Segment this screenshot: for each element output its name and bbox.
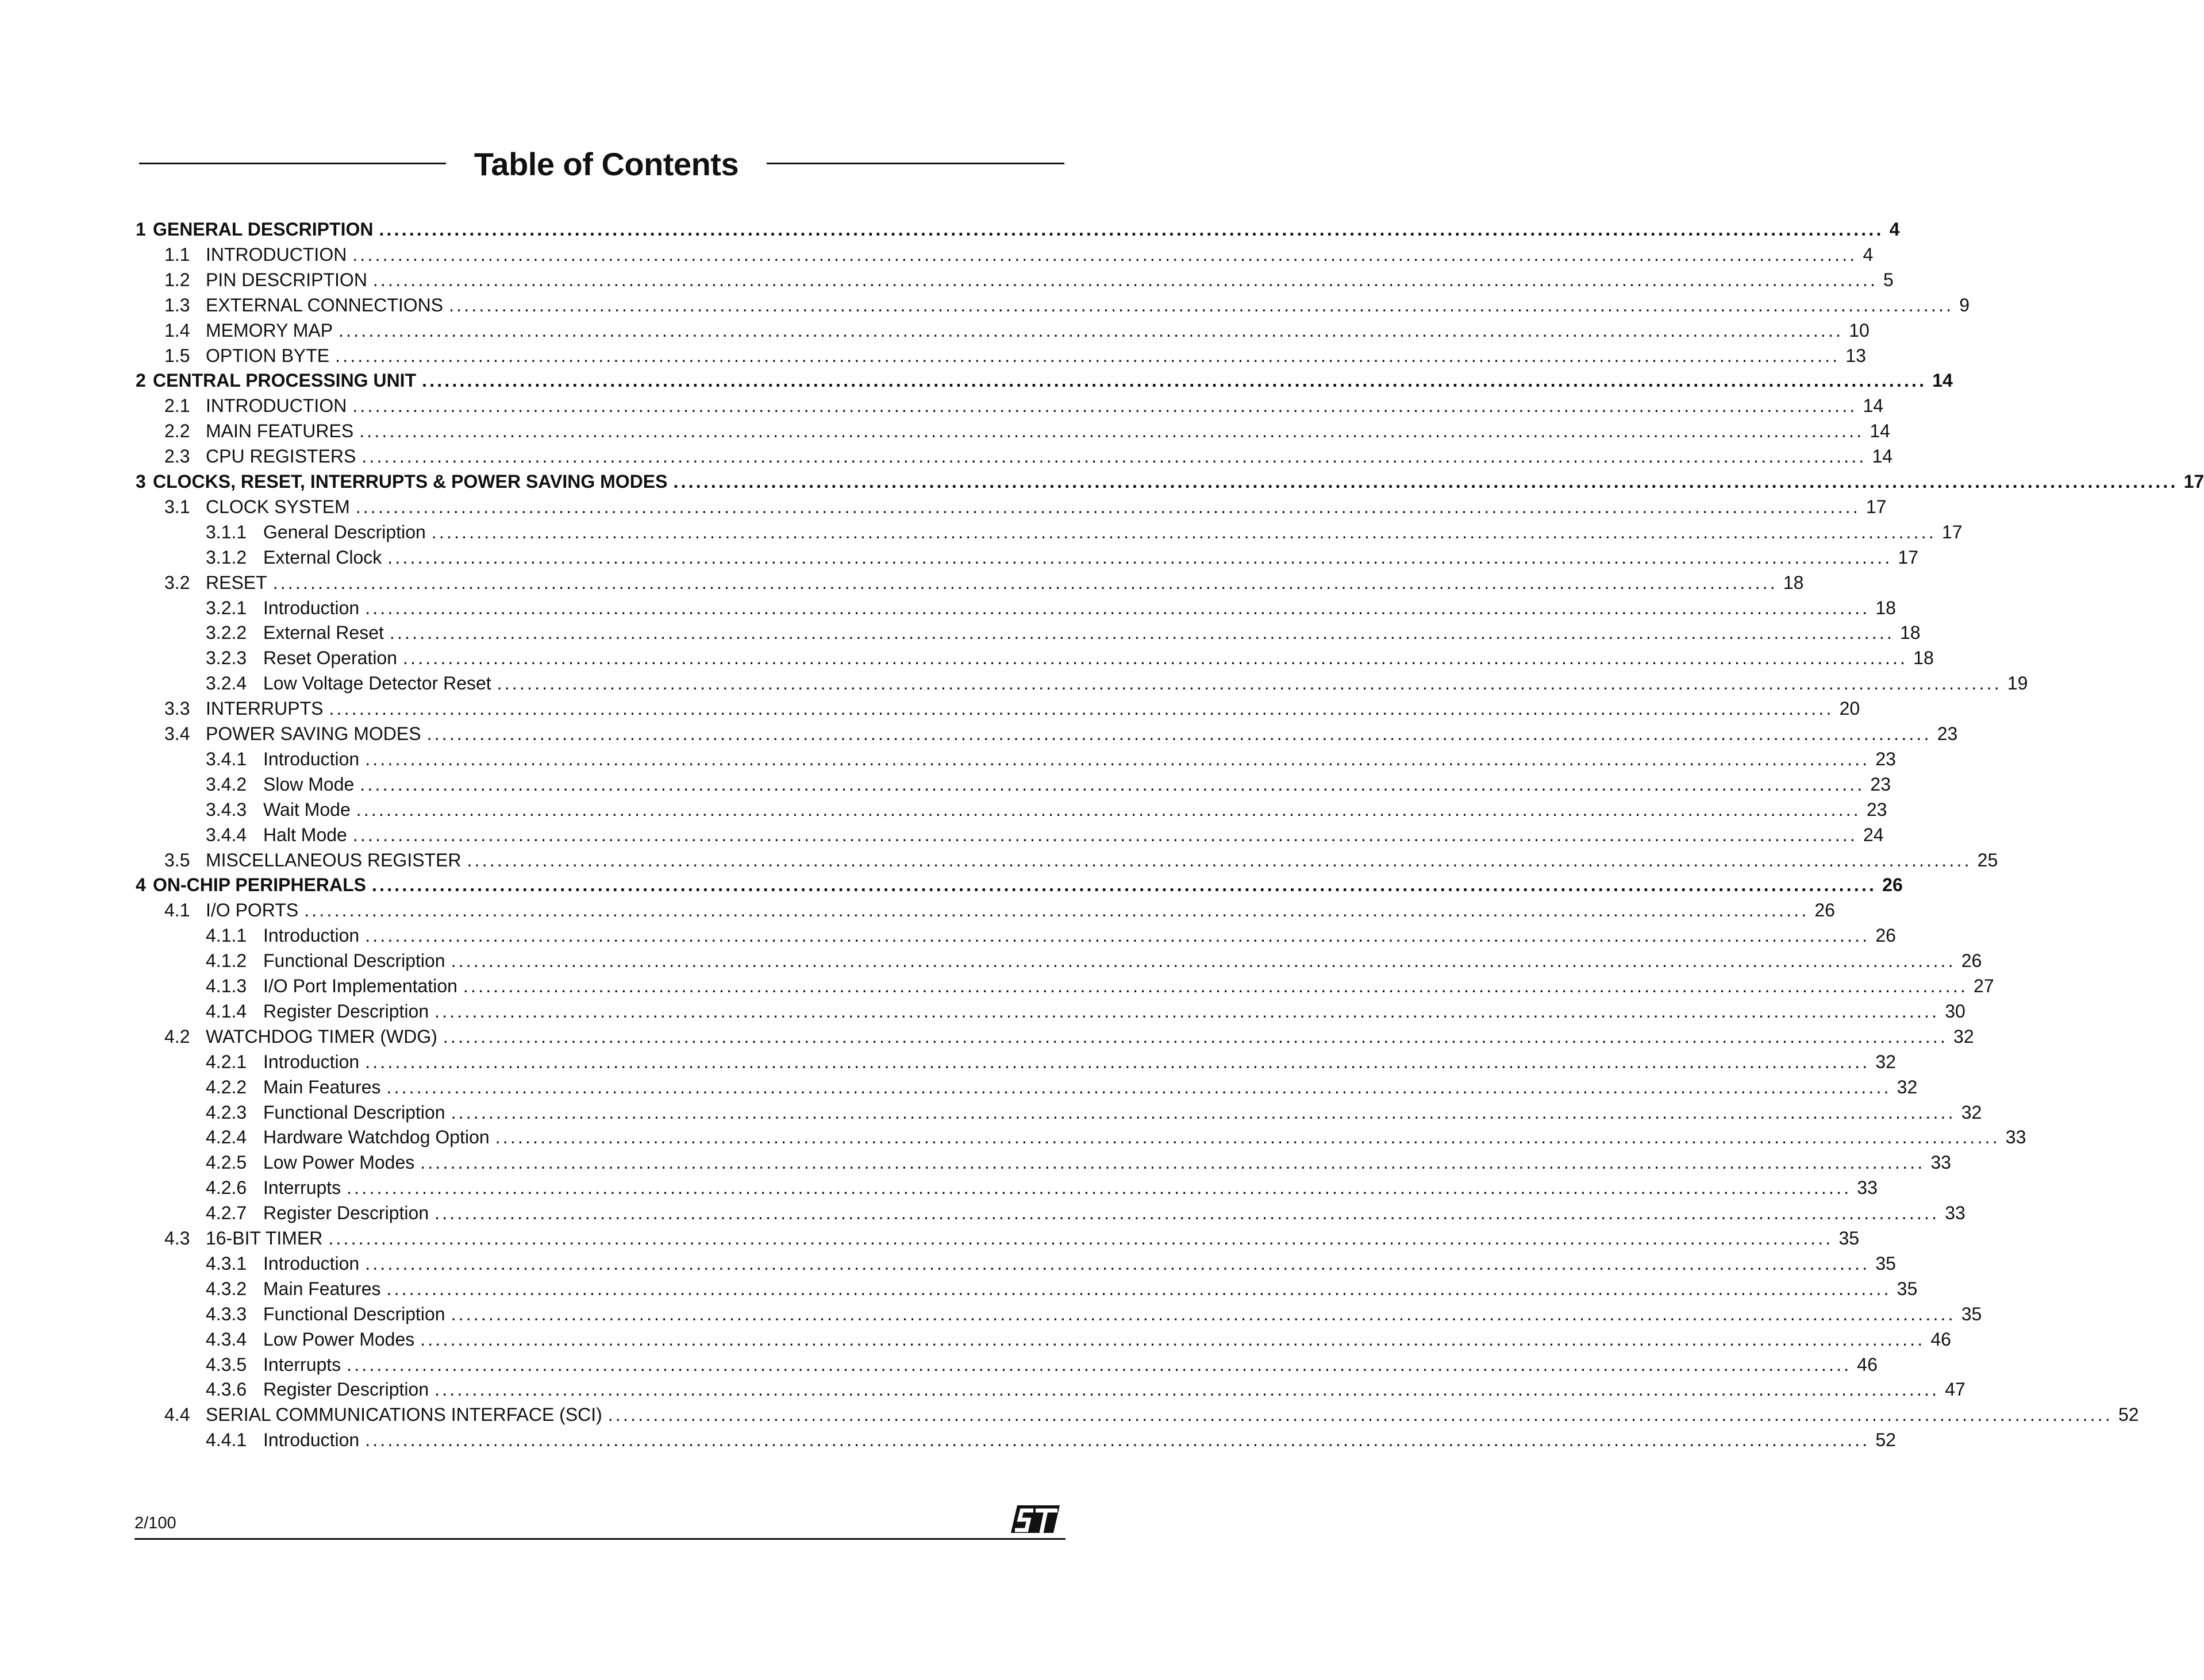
toc-entry-number: 4.2.4 — [206, 1127, 247, 1148]
toc-entry-number: 3.2.2 — [206, 622, 247, 644]
toc-dot-leader: ........................................................................................................................................................................................................ — [449, 294, 1954, 315]
toc-dot-leader: ........................................................................................................................................................................................................ — [386, 1076, 1891, 1097]
toc-entry-number: 3.2.1 — [206, 597, 247, 618]
toc-dot-leader: ........................................................................................................................................................................................................ — [379, 219, 1884, 240]
toc-entry-label: Reset Operation — [263, 648, 398, 669]
toc-entry-number: 1.4 — [164, 319, 190, 341]
st-logo-icon — [1009, 1503, 1061, 1538]
toc-dot-leader: ........................................................................................................................................................................................................ — [451, 1101, 1956, 1123]
toc-dot-leader: ........................................................................................................................................................................................................ — [495, 1127, 2000, 1148]
toc-dot-leader: ........................................................................................................................................................................................................ — [360, 773, 1865, 795]
toc-dot-leader: ........................................................................................................................................................................................................ — [365, 1429, 1870, 1451]
toc-dot-leader: ........................................................................................................................................................................................................ — [451, 950, 1956, 972]
toc-entry-number: 4.2.2 — [206, 1076, 247, 1097]
toc-dot-leader: ........................................................................................................................................................................................................ — [356, 799, 1861, 820]
toc-entry-label: INTRODUCTION — [206, 244, 347, 265]
toc-subsection-entry[interactable] — [206, 923, 1896, 948]
toc-entry-page: 26 — [1814, 900, 1835, 921]
toc-subsection-entry[interactable] — [206, 1276, 1918, 1301]
toc-subsection-entry[interactable] — [206, 1301, 1982, 1327]
toc-entry-label: External Clock — [263, 546, 382, 568]
toc-subsection-entry[interactable] — [206, 595, 1896, 621]
toc-entry-label: POWER SAVING MODES — [206, 723, 421, 744]
toc-entry-number: 1.3 — [164, 294, 190, 315]
toc-dot-leader: ........................................................................................................................................................................................................ — [365, 1051, 1870, 1072]
toc-section-entry[interactable] — [164, 343, 1866, 368]
toc-entry-label: MAIN FEATURES — [206, 421, 354, 442]
toc-entry-label: MEMORY MAP — [206, 319, 333, 341]
toc-entry-page: 30 — [1945, 1000, 1965, 1022]
toc-entry-page: 24 — [1863, 824, 1884, 845]
toc-entry-label: Functional Description — [263, 1101, 445, 1123]
toc-dot-leader: ........................................................................................................................................................................................................ — [389, 622, 1894, 644]
toc-entry-page: 18 — [1875, 597, 1896, 618]
toc-subsection-entry[interactable] — [206, 671, 2028, 696]
toc-dot-leader: ........................................................................................................................................................................................................ — [329, 698, 1834, 719]
toc-entry-number: 3.2 — [164, 572, 190, 593]
toc-entry-label: Register Description — [263, 1379, 429, 1400]
toc-dot-leader: ........................................................................................................................................................................................................ — [304, 900, 1809, 921]
toc-section-entry[interactable] — [164, 696, 1860, 721]
toc-entry-page: 33 — [1857, 1177, 1878, 1199]
toc-entry-label: INTRODUCTION — [206, 395, 347, 417]
toc-entry-page: 33 — [2005, 1127, 2026, 1148]
toc-entry-label: CLOCK SYSTEM — [206, 496, 350, 517]
toc-section-entry[interactable] — [164, 570, 1804, 595]
toc-dot-leader: ........................................................................................................................................................................................................ — [365, 1253, 1870, 1274]
toc-entry-label: EXTERNAL CONNECTIONS — [206, 294, 444, 315]
toc-section-entry[interactable] — [164, 1402, 2139, 1427]
toc-dot-leader: ........................................................................................................................................................................................................ — [426, 723, 1932, 744]
toc-subsection-entry[interactable] — [206, 1175, 1878, 1200]
toc-dot-leader: ........................................................................................................................................................................................................ — [361, 446, 1867, 467]
toc-entry-label: WATCHDOG TIMER (WDG) — [206, 1026, 437, 1047]
toc-section-entry[interactable] — [164, 847, 1998, 873]
toc-entry-page: 52 — [2118, 1404, 2139, 1425]
toc-section-entry[interactable] — [164, 1024, 1974, 1049]
toc-entry-page: 46 — [1857, 1354, 1878, 1375]
toc-subsection-entry[interactable] — [206, 545, 1919, 570]
toc-entry-label: CPU REGISTERS — [206, 446, 356, 467]
toc-entry-page: 35 — [1961, 1303, 1982, 1324]
toc-entry-page: 47 — [1945, 1379, 1965, 1400]
toc-entry-label: Interrupts — [263, 1354, 341, 1375]
title-row — [0, 144, 1187, 190]
toc-entry-label: RESET — [206, 572, 267, 593]
toc-entry-number: 4.3.6 — [206, 1379, 247, 1400]
toc-entry-label: General Description — [263, 521, 426, 542]
toc-subsection-entry[interactable] — [206, 645, 1934, 671]
toc-entry-page: 52 — [1875, 1429, 1896, 1451]
toc-entry-page: 27 — [1974, 976, 1994, 996]
toc-entry-number: 1.5 — [164, 345, 190, 366]
toc-entry-label: Wait Mode — [263, 799, 351, 820]
toc-entry-label: Slow Mode — [263, 773, 355, 795]
toc-section-entry[interactable] — [164, 721, 1958, 746]
toc-entry-page: 35 — [1875, 1253, 1896, 1274]
toc-chapter-entry[interactable] — [136, 872, 1903, 897]
toc-entry-label: Halt Mode — [263, 824, 347, 845]
toc-entry-label: 16-BIT TIMER — [206, 1228, 323, 1249]
toc-entry-page: 33 — [1945, 1203, 1965, 1224]
toc-subsection-entry[interactable] — [206, 519, 1963, 545]
toc-dot-leader: ........................................................................................................................................................................................................ — [372, 269, 1878, 290]
toc-section-entry[interactable] — [164, 1226, 1860, 1251]
toc-entry-number: 4.2.3 — [206, 1101, 247, 1123]
toc-entry-page: 13 — [1845, 345, 1866, 366]
toc-entry-number: 4.3 — [164, 1228, 190, 1249]
toc-entry-number: 3.2.3 — [206, 648, 247, 669]
toc-entry-label: INTERRUPTS — [206, 698, 324, 719]
toc-entry-page: 35 — [1838, 1228, 1860, 1249]
toc-dot-leader: ........................................................................................................................................................................................................ — [434, 1379, 1940, 1400]
toc-entry-page: 18 — [1913, 648, 1934, 669]
toc-entry-page: 4 — [1863, 244, 1874, 265]
toc-dot-leader: ........................................................................................................................................................................................................ — [463, 976, 1968, 996]
toc-subsection-entry[interactable] — [206, 1124, 2026, 1150]
toc-section-entry[interactable] — [164, 494, 1887, 519]
toc-entry-number: 4.2.6 — [206, 1177, 247, 1199]
toc-entry-label: Main Features — [263, 1278, 381, 1299]
toc-dot-leader: ........................................................................................................................................................................................................ — [431, 521, 1936, 542]
toc-entry-number: 4.1.4 — [206, 1000, 247, 1022]
toc-entry-page: 5 — [1883, 269, 1894, 290]
toc-subsection-entry[interactable] — [206, 1200, 1965, 1226]
toc-entry-label: Introduction — [263, 1253, 360, 1274]
toc-entry-page: 32 — [1953, 1026, 1974, 1047]
toc-dot-leader: ........................................................................................................................................................................................................ — [386, 1278, 1891, 1299]
toc-entry-label: Introduction — [263, 597, 360, 618]
toc-subsection-entry[interactable] — [206, 1049, 1896, 1074]
toc-entry-number: 3.4.2 — [206, 773, 247, 795]
toc-subsection-entry[interactable] — [206, 1074, 1918, 1100]
toc-subsection-entry[interactable] — [206, 1427, 1896, 1452]
toc-dot-leader: ........................................................................................................................................................................................................ — [328, 1228, 1833, 1249]
toc-entry-number: 3.3 — [164, 698, 190, 719]
toc-section-entry[interactable] — [164, 444, 1893, 469]
toc-entry-number: 4.3.1 — [206, 1253, 247, 1274]
toc-entry-page: 32 — [1961, 1101, 1982, 1123]
toc-subsection-entry[interactable] — [206, 772, 1891, 797]
toc-entry-label: SERIAL COMMUNICATIONS INTERFACE (SCI) — [206, 1404, 602, 1425]
toc-subsection-entry[interactable] — [206, 1327, 1951, 1352]
toc-entry-page: 17 — [1865, 496, 1887, 517]
toc-entry-page: 9 — [1959, 294, 1970, 315]
toc-entry-page: 20 — [1839, 698, 1860, 719]
toc-section-entry[interactable] — [164, 418, 1890, 444]
toc-dot-leader: ........................................................................................................................................................................................................ — [335, 345, 1840, 366]
toc-subsection-entry[interactable] — [206, 1100, 1982, 1125]
toc-entry-label: Register Description — [263, 1000, 429, 1022]
toc-section-entry[interactable] — [164, 242, 1874, 267]
toc-entry-page: 25 — [1977, 849, 1998, 870]
toc-dot-leader: ........................................................................................................................................................................................................ — [443, 1026, 1948, 1047]
toc-subsection-entry[interactable] — [206, 620, 1921, 645]
toc-dot-leader: ........................................................................................................................................................................................................ — [434, 1000, 1940, 1022]
toc-entry-number: 3.5 — [164, 849, 190, 870]
toc-entry-number: 4.2.1 — [206, 1051, 247, 1072]
toc-entry-page: 17 — [1898, 546, 1919, 568]
toc-section-entry[interactable] — [164, 292, 1970, 318]
toc-entry-number: 3.1.1 — [206, 521, 247, 542]
toc-entry-number: 3.4.1 — [206, 748, 247, 769]
toc-entry-number: 2.1 — [164, 395, 190, 417]
toc-entry-label: Introduction — [263, 1429, 360, 1451]
footer-rule — [134, 1538, 1066, 1540]
toc-entry-number: 1.1 — [164, 244, 190, 265]
toc-entry-number: 3.4.4 — [206, 824, 247, 845]
toc-entry-label: Introduction — [263, 1051, 360, 1072]
toc-dot-leader: ........................................................................................................................................................................................................ — [272, 572, 1778, 593]
toc-dot-leader: ........................................................................................................................................................................................................ — [403, 648, 1908, 669]
toc-subsection-entry[interactable] — [206, 1352, 1878, 1377]
toc-entry-label: Low Voltage Detector Reset — [263, 673, 491, 694]
toc-entry-label: MISCELLANEOUS REGISTER — [206, 849, 461, 870]
toc-entry-number: 4.2.7 — [206, 1203, 247, 1224]
toc-entry-label: Register Description — [263, 1203, 429, 1224]
toc-dot-leader: ........................................................................................................................................................................................................ — [365, 925, 1870, 946]
toc-dot-leader: ........................................................................................................................................................................................................ — [352, 395, 1857, 417]
toc-dot-leader: ........................................................................................................................................................................................................ — [451, 1303, 1956, 1324]
toc-entry-page: 14 — [1870, 421, 1890, 442]
toc-subsection-entry[interactable] — [206, 948, 1982, 973]
toc-subsection-entry[interactable] — [206, 1251, 1896, 1276]
toc-dot-leader: ........................................................................................................................................................................................................ — [422, 370, 1927, 391]
toc-dot-leader: ........................................................................................................................................................................................................ — [387, 546, 1893, 568]
toc-dot-leader: ........................................................................................................................................................................................................ — [352, 824, 1857, 845]
toc-subsection-entry[interactable] — [206, 797, 1887, 822]
toc-entry-number: 4.1 — [164, 900, 190, 921]
toc-entry-label: Introduction — [263, 925, 360, 946]
toc-subsection-entry[interactable] — [206, 1377, 1965, 1402]
toc-entry-page: 26 — [1875, 925, 1896, 946]
toc-entry-number: 4.1.3 — [206, 976, 247, 996]
toc-entry-page: 14 — [1863, 395, 1884, 417]
toc-chapter-entry[interactable] — [136, 368, 1953, 393]
toc-entry-page: 17 — [1941, 521, 1963, 542]
toc-entry-number: 3.2.4 — [206, 673, 247, 694]
toc-dot-leader: ........................................................................................................................................................................................................ — [347, 1354, 1852, 1375]
toc-entry-page: 23 — [1870, 773, 1891, 795]
toc-section-entry[interactable] — [164, 267, 1894, 292]
toc-subsection-entry[interactable] — [206, 746, 1896, 772]
toc-entry-page: 10 — [1849, 319, 1870, 341]
toc-dot-leader: ........................................................................................................................................................................................................ — [355, 496, 1860, 517]
toc-entry-page: 33 — [1930, 1152, 1951, 1173]
toc-subsection-entry[interactable] — [206, 999, 1965, 1024]
toc-dot-leader: ........................................................................................................................................................................................................ — [497, 673, 2002, 694]
toc-entry-number: 4.1.2 — [206, 950, 247, 972]
toc-section-entry[interactable] — [164, 318, 1870, 343]
toc-entry-label: Hardware Watchdog Option — [263, 1127, 490, 1148]
toc-entry-number: 3.1 — [164, 496, 190, 517]
toc-dot-leader: ........................................................................................................................................................................................................ — [352, 244, 1857, 265]
toc-entry-label: Functional Description — [263, 950, 445, 972]
toc-entry-label: I/O Port Implementation — [263, 976, 457, 996]
toc-entry-label: Introduction — [263, 748, 360, 769]
toc-subsection-entry[interactable] — [206, 1150, 1951, 1175]
toc-entry-number: 4.3.3 — [206, 1303, 247, 1324]
toc-dot-leader: ........................................................................................................................................................................................................ — [607, 1404, 2113, 1425]
toc-subsection-entry[interactable] — [206, 973, 1994, 999]
toc-entry-number: 3.4 — [164, 723, 190, 744]
page-number: 2/100 — [134, 1514, 176, 1532]
title-rule-right — [767, 163, 1064, 164]
toc-dot-leader: ........................................................................................................................................................................................................ — [339, 319, 1844, 341]
toc-section-entry[interactable] — [164, 897, 1835, 923]
toc-entry-number: 3 — [136, 471, 146, 492]
toc-dot-leader: ........................................................................................................................................................................................................ — [434, 1203, 1940, 1224]
toc-dot-leader: ........................................................................................................................................................................................................ — [359, 421, 1864, 442]
toc-entry-number: 2.2 — [164, 421, 190, 442]
toc-entry-label: OPTION BYTE — [206, 345, 330, 366]
toc-entry-label: Low Power Modes — [263, 1328, 415, 1350]
toc-entry-label: CENTRAL PROCESSING UNIT — [153, 370, 417, 391]
toc-dot-leader: ........................................................................................................................................................................................................ — [420, 1152, 1925, 1173]
toc-entry-label: I/O PORTS — [206, 900, 299, 921]
toc-entry-page: 23 — [1937, 723, 1958, 744]
title-rule-left — [139, 163, 446, 164]
toc-entry-number: 4 — [136, 874, 146, 896]
toc-dot-leader: ........................................................................................................................................................................................................ — [347, 1177, 1852, 1199]
toc-entry-page: 23 — [1875, 748, 1896, 769]
toc-entry-number: 3.1.2 — [206, 546, 247, 568]
toc-entry-page: 26 — [1882, 874, 1903, 896]
toc-entry-label: Low Power Modes — [263, 1152, 415, 1173]
toc-entry-page: 14 — [1932, 370, 1953, 391]
toc-dot-leader: ........................................................................................................................................................................................................ — [673, 471, 2178, 492]
toc-entry-label: ON-CHIP PERIPHERALS — [153, 874, 367, 896]
page-title: Table of Contents — [474, 146, 739, 182]
toc-entry-label: GENERAL DESCRIPTION — [153, 219, 374, 240]
toc-dot-leader: ........................................................................................................................................................................................................ — [372, 874, 1877, 896]
toc-entry-number: 4.4.1 — [206, 1429, 247, 1451]
toc-entry-number: 4.3.5 — [206, 1354, 247, 1375]
toc-entry-page: 23 — [1866, 799, 1887, 820]
toc-entry-page: 18 — [1900, 622, 1921, 644]
toc-entry-number: 2 — [136, 370, 146, 391]
toc-entry-number: 1 — [136, 219, 146, 240]
toc-entry-label: CLOCKS, RESET, INTERRUPTS & POWER SAVING MODES — [153, 471, 668, 492]
toc-section-entry[interactable] — [164, 393, 1884, 418]
toc-entry-label: Functional Description — [263, 1303, 445, 1324]
toc-entry-number: 4.4 — [164, 1404, 190, 1425]
toc-entry-page: 35 — [1897, 1278, 1918, 1299]
toc-entry-page: 18 — [1783, 572, 1804, 593]
toc-entry-page: 46 — [1930, 1328, 1951, 1350]
toc-entry-label: PIN DESCRIPTION — [206, 269, 367, 290]
toc-entry-page: 32 — [1897, 1076, 1918, 1097]
toc-entry-number: 4.1.1 — [206, 925, 247, 946]
toc-subsection-entry[interactable] — [206, 822, 1884, 847]
toc-entry-number: 4.2 — [164, 1026, 190, 1047]
toc-entry-number: 4.2.5 — [206, 1152, 247, 1173]
toc-entry-number: 4.3.2 — [206, 1278, 247, 1299]
toc-dot-leader: ........................................................................................................................................................................................................ — [365, 748, 1870, 769]
toc-entry-label: Interrupts — [263, 1177, 341, 1199]
toc-entry-page: 17 — [2183, 471, 2204, 492]
toc-chapter-entry[interactable] — [136, 469, 2204, 494]
toc-dot-leader: ........................................................................................................................................................................................................ — [365, 597, 1870, 618]
toc-entry-page: 4 — [1889, 219, 1900, 240]
toc-entry-number: 1.2 — [164, 269, 190, 290]
toc-entry-number: 4.3.4 — [206, 1328, 247, 1350]
toc-entry-label: External Reset — [263, 622, 384, 644]
toc-entry-number: 3.4.3 — [206, 799, 247, 820]
toc-chapter-entry[interactable] — [136, 217, 1900, 242]
toc-dot-leader: ........................................................................................................................................................................................................ — [420, 1328, 1925, 1350]
toc-entry-page: 32 — [1875, 1051, 1896, 1072]
toc-dot-leader: ........................................................................................................................................................................................................ — [467, 849, 1972, 870]
toc-entry-page: 26 — [1961, 950, 1982, 972]
toc-entry-page: 14 — [1872, 446, 1893, 467]
toc-entry-number: 2.3 — [164, 446, 190, 467]
toc-entry-page: 19 — [2007, 673, 2028, 694]
toc-entry-label: Main Features — [263, 1076, 381, 1097]
